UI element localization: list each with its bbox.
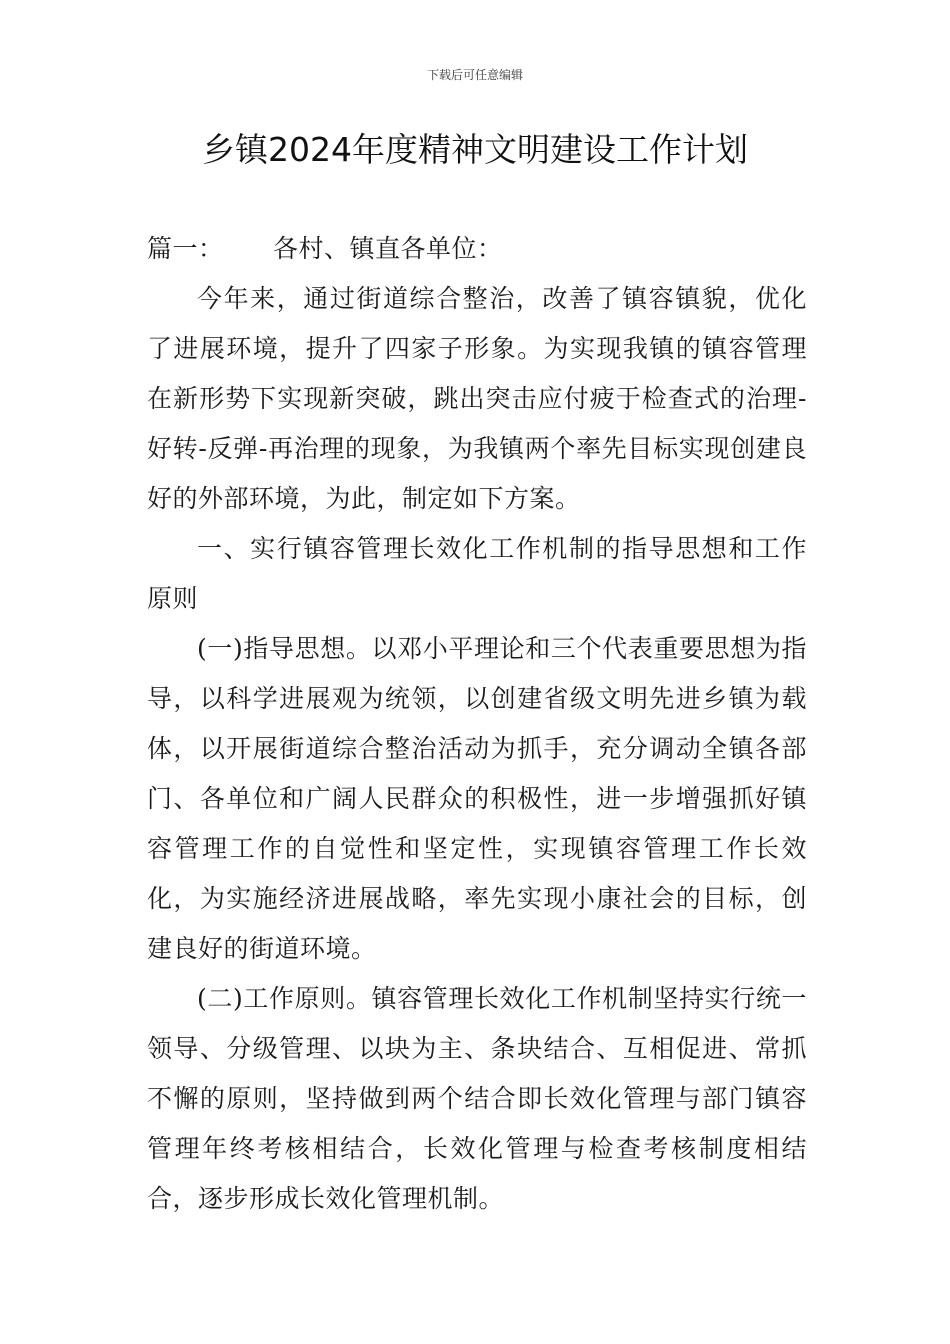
paragraph: (二)工作原则。镇容管理长效化工作机制坚持实行统一领导、分级管理、以块为主、条块结合、互相促进、常抓不懈的原则，坚持做到两个结合即长效化管理与部门镇容管理年终考核相结合，长效化管理与检查考核制度相结合，逐步形成长效化管理机制。 — [147, 984, 807, 1213]
paragraph: (一)指导思想。以邓小平理论和三个代表重要思想为指导，以科学进展观为统领，以创建省级文明先进乡镇为载体，以开展街道综合整治活动为抓手，充分调动全镇各部门、各单位和广阔人民群众的积极性，进一步增强抓好镇容管理工作的自觉性和坚定性，实现镇容管理工作长效化，为实施经济进展战略，率先实现小康社会的目标，创建良好的街道环境。 — [147, 634, 807, 963]
salutation-line — [147, 224, 807, 274]
document-body — [147, 224, 807, 1224]
document-title: 乡镇2024年度精神文明建设工作计划 — [202, 130, 748, 169]
paragraph: 今年来，通过街道综合整治，改善了镇容镇貌，优化了进展环境，提升了四家子形象。为实现我镇的镇容管理在新形势下实现新突破，跳出突击应付疲于检查式的治理-好转-反弹-再治理的现象，为我镇两个率先目标实现创建良好的外部环境，为此，制定如下方案。 — [147, 284, 807, 513]
salutation: 各村、镇直各单位： — [273, 234, 503, 263]
header-note: 下载后可任意编辑 — [426, 68, 523, 82]
section-label: 篇一： — [147, 234, 224, 263]
paragraph: 一、实行镇容管理长效化工作机制的指导思想和工作原则 — [147, 534, 807, 613]
